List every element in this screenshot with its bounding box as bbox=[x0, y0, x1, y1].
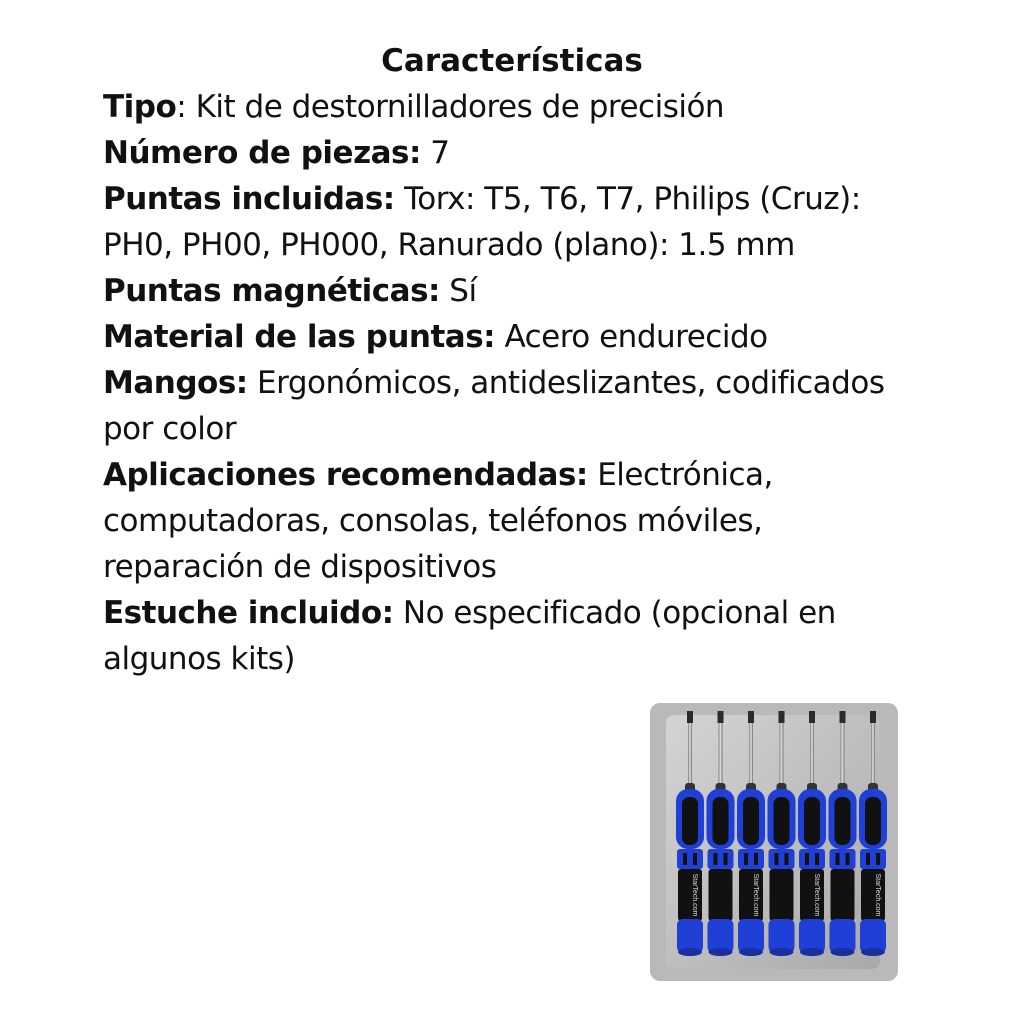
screwdriver-end-cap bbox=[738, 919, 764, 953]
spec-separator: : bbox=[176, 89, 196, 125]
screwdriver-band bbox=[708, 849, 734, 869]
screwdriver-band bbox=[769, 849, 795, 869]
screwdriver-band bbox=[738, 849, 764, 869]
screwdriver-end-cap bbox=[799, 919, 825, 953]
spec-label: Puntas incluidas: bbox=[103, 181, 395, 217]
screwdriver-band-slot bbox=[785, 853, 789, 865]
screwdriver-tip bbox=[870, 711, 876, 723]
screwdriver-grip-black bbox=[774, 797, 790, 845]
spec-value: No especificado (opcional en algunos kits) bbox=[103, 595, 836, 677]
screwdriver-band-slot bbox=[775, 853, 779, 865]
spec-value: Electrónica, computadoras, consolas, teléfonos móviles, reparación de dispositivos bbox=[103, 457, 773, 585]
spec-piece-count bbox=[103, 130, 903, 176]
spec-label: Aplicaciones recomendadas: bbox=[103, 457, 588, 493]
screwdriver-end-cap-rim bbox=[709, 948, 733, 956]
screwdriver-tip bbox=[718, 711, 724, 723]
screwdriver-shaft bbox=[841, 719, 845, 791]
screwdriver-tip bbox=[779, 711, 785, 723]
screwdriver-end-cap-rim bbox=[739, 948, 763, 956]
screwdriver-band-slot bbox=[866, 853, 870, 865]
brand-label: StarTech.com bbox=[752, 873, 759, 917]
spec-case bbox=[103, 590, 903, 682]
screwdriver-shaft bbox=[780, 719, 784, 791]
screwdriver-band-slot bbox=[815, 853, 819, 865]
spec-value: Acero endurecido bbox=[504, 319, 768, 355]
screwdriver-shaft bbox=[810, 719, 814, 791]
spec-label: Número de piezas: bbox=[103, 135, 421, 171]
screwdriver-band bbox=[830, 849, 856, 869]
spec-label: Puntas magnéticas: bbox=[103, 273, 440, 309]
screwdriver-band bbox=[799, 849, 825, 869]
spec-separator bbox=[440, 273, 449, 309]
screwdriver-body bbox=[709, 869, 733, 921]
spec-label: Tipo bbox=[103, 89, 177, 125]
spec-list bbox=[103, 84, 903, 682]
spec-value: Sí bbox=[449, 273, 477, 309]
screwdriver-band-slot bbox=[846, 853, 850, 865]
screwdriver-grip-black bbox=[743, 797, 759, 845]
screwdriver-shaft bbox=[749, 719, 753, 791]
screwdriver-band-slot bbox=[683, 853, 687, 865]
spec-included-tips bbox=[103, 176, 903, 268]
screwdriver-band-slot bbox=[876, 853, 880, 865]
spec-separator bbox=[394, 595, 403, 631]
screwdriver-shaft bbox=[688, 719, 692, 791]
spec-value: Kit de destornilladores de precisión bbox=[195, 89, 725, 125]
spec-separator bbox=[421, 135, 430, 171]
screwdriver-grip-black bbox=[835, 797, 851, 845]
spec-handles bbox=[103, 360, 903, 452]
spec-value: Torx: T5, T6, T7, Philips (Cruz): PH0, PH00, PH000, Ranurado (plano): 1.5 mm bbox=[103, 181, 861, 263]
screwdriver-tip bbox=[809, 711, 815, 723]
screwdriver-end-cap bbox=[830, 919, 856, 953]
screwdriver-end-cap-rim bbox=[800, 948, 824, 956]
screwdriver-tip bbox=[840, 711, 846, 723]
screwdriver-grip-black bbox=[865, 797, 881, 845]
screwdriver-band bbox=[677, 849, 703, 869]
screwdriver-band-slot bbox=[693, 853, 697, 865]
screwdriver-end-cap-rim bbox=[861, 948, 885, 956]
screwdriver-band-slot bbox=[754, 853, 758, 865]
screwdriver-shaft bbox=[871, 719, 875, 791]
screwdriver-end-cap bbox=[769, 919, 795, 953]
screwdriver-end-cap bbox=[860, 919, 886, 953]
screwdriver-end-cap bbox=[677, 919, 703, 953]
screwdriver-grip-black bbox=[804, 797, 820, 845]
screwdriver-end-cap-rim bbox=[678, 948, 702, 956]
brand-label: StarTech.com bbox=[874, 873, 881, 917]
screwdriver-band bbox=[860, 849, 886, 869]
spec-type bbox=[103, 84, 903, 130]
screwdriver-end-cap-rim bbox=[770, 948, 794, 956]
screwdriver-band-slot bbox=[744, 853, 748, 865]
spec-label: Mangos: bbox=[103, 365, 248, 401]
brand-label: StarTech.com bbox=[691, 873, 698, 917]
spec-label: Material de las puntas: bbox=[103, 319, 496, 355]
spec-tip-material bbox=[103, 314, 903, 360]
screwdriver-end-cap bbox=[708, 919, 734, 953]
spec-separator bbox=[248, 365, 257, 401]
spec-value: Ergonómicos, antideslizantes, codificados por color bbox=[103, 365, 885, 447]
screwdriver-grip-black bbox=[713, 797, 729, 845]
screwdriver-band-slot bbox=[714, 853, 718, 865]
product-photo bbox=[642, 697, 904, 987]
screwdriver-shaft bbox=[719, 719, 723, 791]
screwdriver-body bbox=[831, 869, 855, 921]
spec-separator bbox=[588, 457, 597, 493]
screwdriver-end-cap-rim bbox=[831, 948, 855, 956]
screwdriver-band-slot bbox=[805, 853, 809, 865]
spec-separator bbox=[395, 181, 404, 217]
screwdriver-tip bbox=[748, 711, 754, 723]
brand-label: StarTech.com bbox=[813, 873, 820, 917]
spec-label: Estuche incluido: bbox=[103, 595, 394, 631]
screwdriver-body bbox=[770, 869, 794, 921]
page-title: Características bbox=[381, 43, 643, 79]
screwdriver-band-slot bbox=[836, 853, 840, 865]
spec-magnetic-tips bbox=[103, 268, 903, 314]
screwdriver-grip-black bbox=[682, 797, 698, 845]
spec-applications bbox=[103, 452, 903, 590]
spec-value: 7 bbox=[430, 135, 450, 171]
screwdriver-band-slot bbox=[724, 853, 728, 865]
screwdriver-tip bbox=[687, 711, 693, 723]
